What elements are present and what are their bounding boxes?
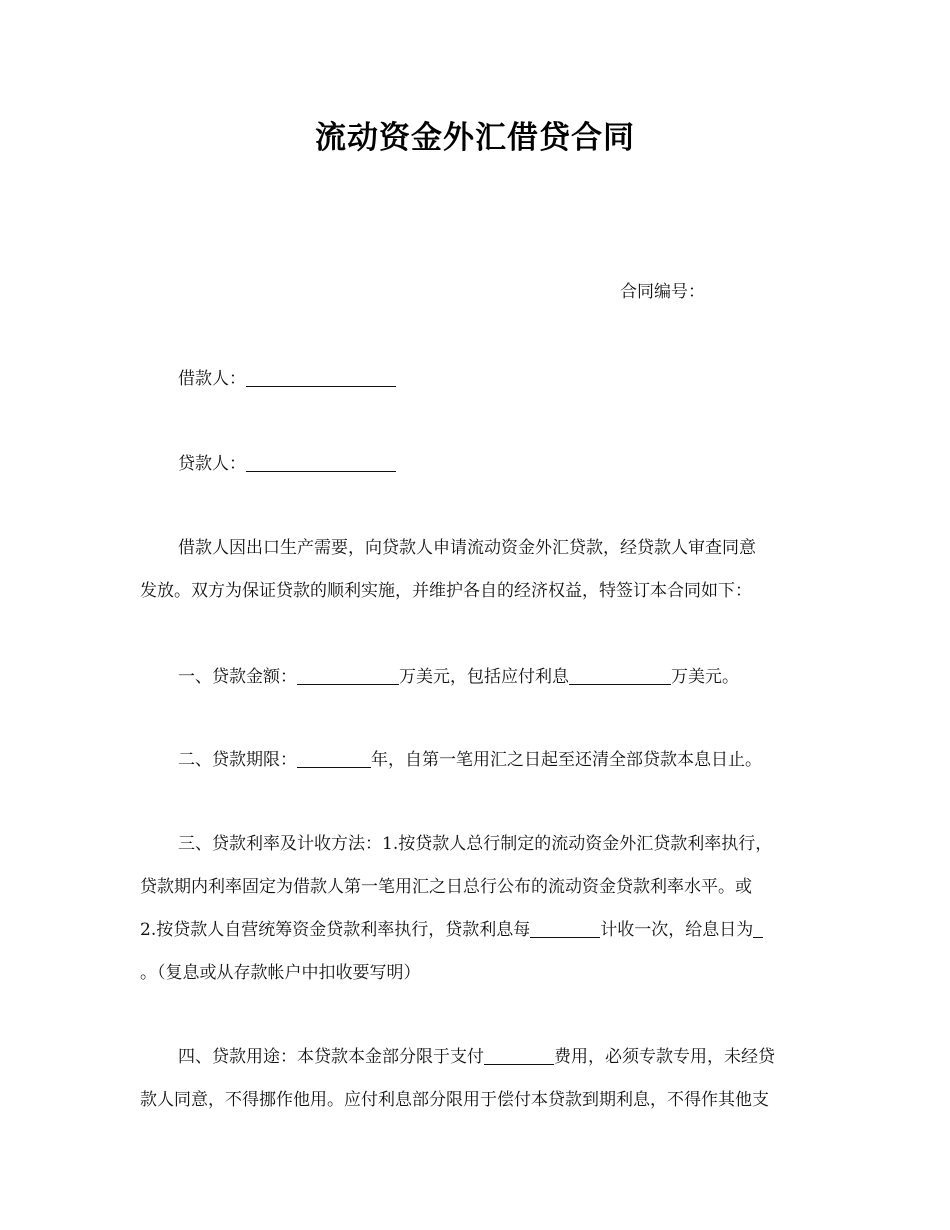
clause-2-text: 年，自第一笔用汇之日起至还清全部贷款本息日止。 [371,750,762,770]
clause-4-text-b: 费用，必须专款专用，未经贷 [554,1047,775,1067]
interest-amount-blank [569,666,671,685]
clause-1-label: 一、贷款金额： [178,667,297,687]
preamble-line-1: 借款人因出口生产需要，向贷款人申请流动资金外汇贷款，经贷款人审查同意 [178,538,756,558]
interest-period-blank [530,919,600,938]
clause-3-line-2: 贷款期内利率固定为借款人第一笔用汇之日总行公布的流动资金贷款利率水平。或 [140,877,752,897]
clause-3-line-3 [140,915,763,940]
loan-amount-blank [297,666,399,685]
lender-line [178,449,396,474]
lender-blank [246,453,396,472]
expense-type-blank [484,1046,554,1065]
lender-label: 贷款人： [178,454,246,474]
borrower-label: 借款人： [178,369,246,389]
clause-3-text-b: 计收一次，给息日为 [600,920,754,940]
clause-1-text: 万美元，包括应付利息 [399,667,569,687]
clause-1-end: 万美元。 [671,667,739,687]
borrower-blank [246,368,396,387]
clause-4-text-a: 四、贷款用途：本贷款本金部分限于支付 [178,1047,484,1067]
clause-2 [178,745,762,770]
clause-4-line-2: 款人同意，不得挪作他用。应付利息部分限用于偿付本贷款到期利息，不得作其他支 [140,1090,769,1110]
document-title: 流动资金外汇借贷合同 [315,120,635,156]
interest-date-blank [753,919,763,938]
loan-term-blank [297,749,371,768]
clause-3-line-4: 。（复息或从存款帐户中扣收要写明） [140,963,421,983]
clause-3-line-1: 三、贷款利率及计收方法：1.按贷款人总行制定的流动资金外汇贷款利率执行， [178,834,773,854]
preamble-line-2: 发放。双方为保证贷款的顺利实施，并维护各自的经济权益，特签订本合同如下： [140,581,752,601]
contract-number-label: 合同编号： [620,282,705,302]
borrower-line [178,364,396,389]
clause-2-label: 二、贷款期限： [178,750,297,770]
clause-1 [178,662,739,687]
clause-3-text-a: 2.按贷款人自营统筹资金贷款利率执行，贷款利息每 [140,920,531,940]
clause-4-line-1 [178,1042,775,1067]
